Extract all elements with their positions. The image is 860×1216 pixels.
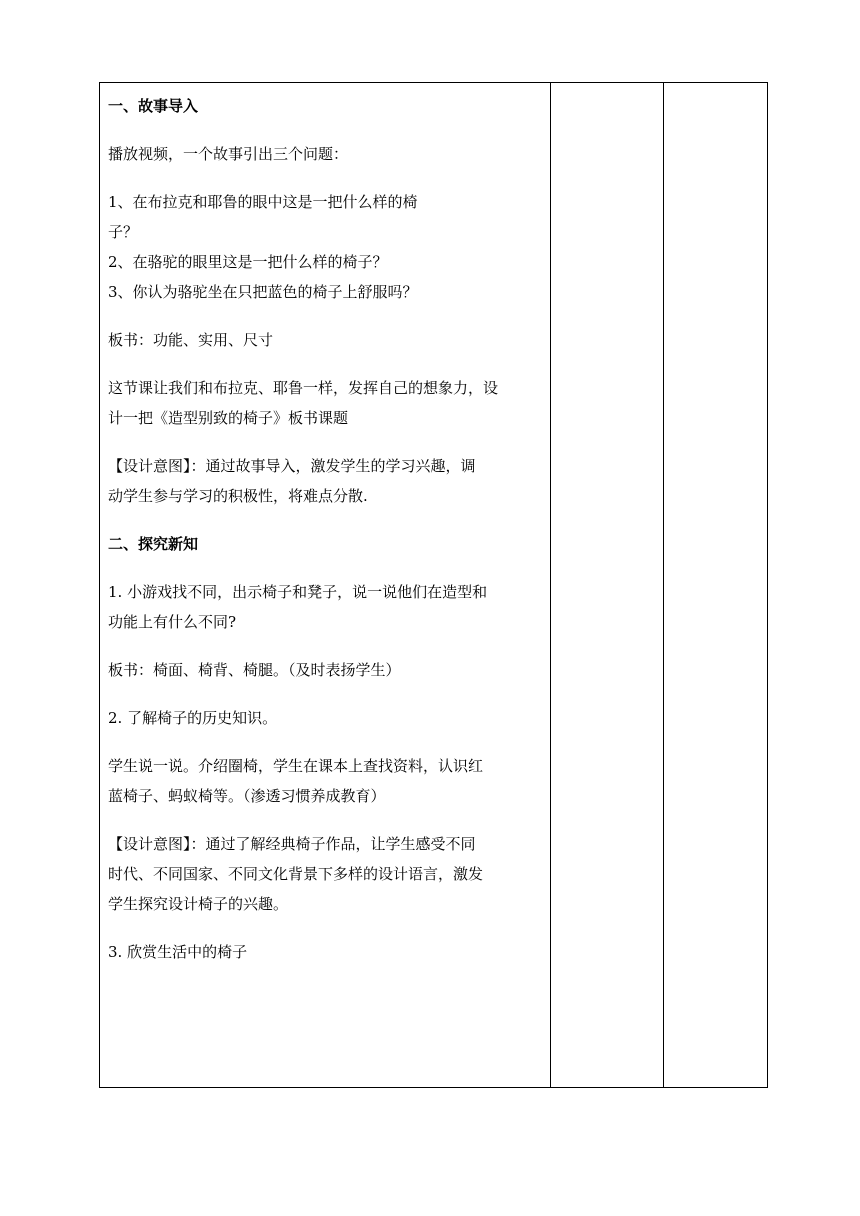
question-3: 3、你认为骆驼坐在只把蓝色的椅子上舒服吗？	[108, 283, 418, 301]
lesson-topic	[108, 373, 542, 433]
activity-3: 3. 欣赏生活中的椅子	[108, 943, 248, 961]
main-content-cell	[100, 83, 551, 1088]
activity-2: 2. 了解椅子的历史知识。	[108, 709, 278, 727]
lesson-topic-line-1: 这节课让我们和布拉克、耶鲁一样，发挥自己的想象力，设	[108, 379, 499, 397]
activity-2-detail-line-1: 学生说一说。介绍圈椅，学生在课本上查找资料，认识红	[108, 757, 484, 775]
table-row	[100, 83, 768, 1088]
board-notes-2: 板书：椅面、椅背、椅腿。（及时表扬学生）	[108, 661, 401, 679]
activity-2-detail-line-2: 蓝椅子、蚂蚁椅等。（渗透习惯养成教育）	[108, 787, 386, 805]
design-intent-2	[108, 829, 542, 919]
design-intent-2-line-1: 【设计意图】：通过了解经典椅子作品，让学生感受不同	[108, 835, 476, 853]
question-1-line-1: 1、在布拉克和耶鲁的眼中这是一把什么样的椅	[108, 193, 418, 211]
section-heading-explore: 二、探究新知	[108, 535, 199, 553]
notes-cell	[664, 83, 768, 1088]
design-intent-2-line-3: 学生探究设计椅子的兴趣。	[108, 895, 289, 913]
design-intent-1-line-2: 动学生参与学习的积极性，将难点分散.	[108, 487, 368, 505]
question-1-line-2: 子？	[108, 223, 139, 241]
story-intro: 播放视频，一个故事引出三个问题：	[108, 145, 349, 163]
activity-2-detail	[108, 751, 542, 811]
activity-1-line-2: 功能上有什么不同?	[108, 613, 237, 631]
section-heading-story: 一、故事导入	[108, 97, 199, 115]
lesson-topic-line-2: 计一把《造型别致的椅子》板书课题	[108, 409, 349, 427]
design-intent-2-line-2: 时代、不同国家、不同文化背景下多样的设计语言，激发	[108, 865, 484, 883]
lesson-content	[100, 83, 550, 967]
activity-1	[108, 577, 542, 637]
board-notes-1: 板书：功能、实用、尺寸	[108, 331, 274, 349]
activity-1-line-1: 1. 小游戏找不同，出示椅子和凳子，说一说他们在造型和	[108, 583, 488, 601]
design-intent-1	[108, 451, 542, 511]
question-2: 2、在骆驼的眼里这是一把什么样的椅子？	[108, 253, 388, 271]
student-activity-cell	[551, 83, 664, 1088]
question-1	[108, 187, 542, 247]
lesson-plan-table	[99, 82, 768, 1088]
design-intent-1-line-1: 【设计意图】：通过故事导入，激发学生的学习兴趣，调	[108, 457, 476, 475]
